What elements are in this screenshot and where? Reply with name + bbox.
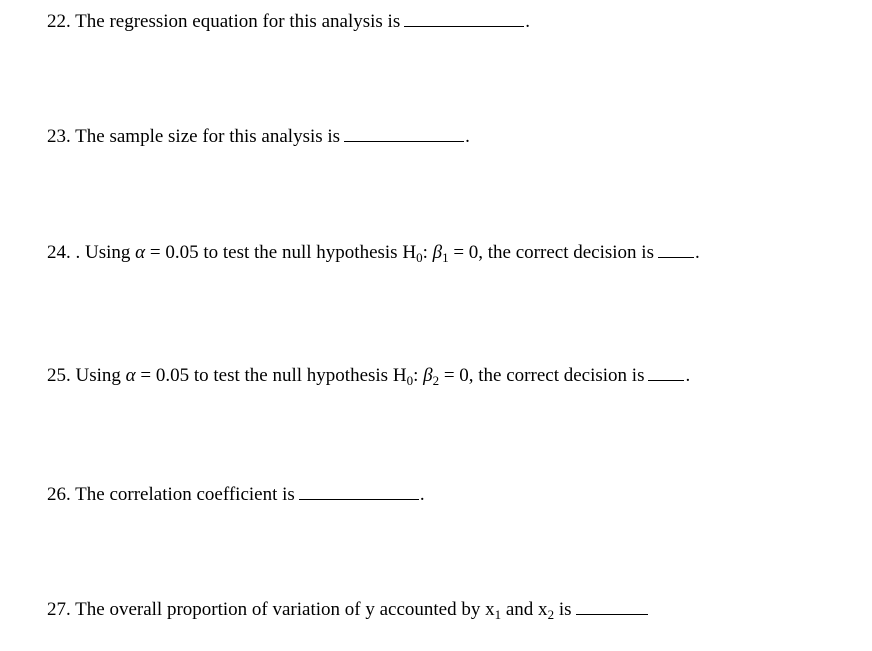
question-text-b: and x xyxy=(501,599,548,620)
question-prefix: . Using xyxy=(75,242,131,263)
period: . xyxy=(525,11,530,32)
question-text: The correlation coefficient is xyxy=(75,484,295,505)
hypothesis-subscript: 0 xyxy=(416,250,423,265)
x2-subscript: 2 xyxy=(547,607,555,622)
period: . xyxy=(465,126,470,147)
question-24 xyxy=(47,241,700,270)
alpha-symbol: α xyxy=(135,242,146,263)
hypothesis-h: H xyxy=(392,365,407,386)
answer-blank[interactable] xyxy=(404,10,524,27)
question-number: 22. xyxy=(47,11,71,32)
question-number: 26. xyxy=(47,484,71,505)
period: . xyxy=(419,484,425,505)
question-text: The sample size for this analysis is xyxy=(75,126,341,147)
question-prefix: Using xyxy=(75,365,121,386)
question-text: = 0, the correct decision is xyxy=(439,365,645,386)
alpha-expression: = 0.05 to test the null hypothesis xyxy=(145,242,403,263)
beta-symbol: β xyxy=(423,365,433,386)
question-23 xyxy=(47,125,470,149)
x1-subscript: 1 xyxy=(494,607,502,622)
question-text: The overall proportion of variation of y accounted by x xyxy=(75,599,495,620)
question-26 xyxy=(47,483,425,507)
answer-blank[interactable] xyxy=(299,483,419,500)
question-22 xyxy=(47,10,530,34)
alpha-expression: = 0.05 to test the null hypothesis xyxy=(135,365,393,386)
question-number: 23. xyxy=(47,126,71,147)
period: . xyxy=(685,365,691,386)
colon: : xyxy=(413,365,424,386)
beta-subscript: 1 xyxy=(442,250,449,265)
beta-subscript: 2 xyxy=(432,373,440,388)
hypothesis-h: H xyxy=(402,242,417,263)
period: . xyxy=(694,242,700,263)
question-number: 25. xyxy=(47,365,71,386)
question-text-c: is xyxy=(554,599,572,620)
hypothesis-subscript: 0 xyxy=(406,373,414,388)
question-27 xyxy=(47,598,648,627)
question-number: 24. xyxy=(47,242,71,263)
question-text: The regression equation for this analysis is xyxy=(75,11,401,32)
beta-symbol: β xyxy=(432,242,443,263)
alpha-symbol: α xyxy=(125,365,136,386)
question-text: = 0, the correct decision is xyxy=(448,242,654,263)
question-number: 27. xyxy=(47,599,71,620)
question-25 xyxy=(47,364,690,393)
answer-blank[interactable] xyxy=(658,241,694,258)
answer-blank[interactable] xyxy=(648,364,684,381)
answer-blank[interactable] xyxy=(344,125,464,142)
answer-blank[interactable] xyxy=(576,598,648,615)
colon: : xyxy=(422,242,433,263)
